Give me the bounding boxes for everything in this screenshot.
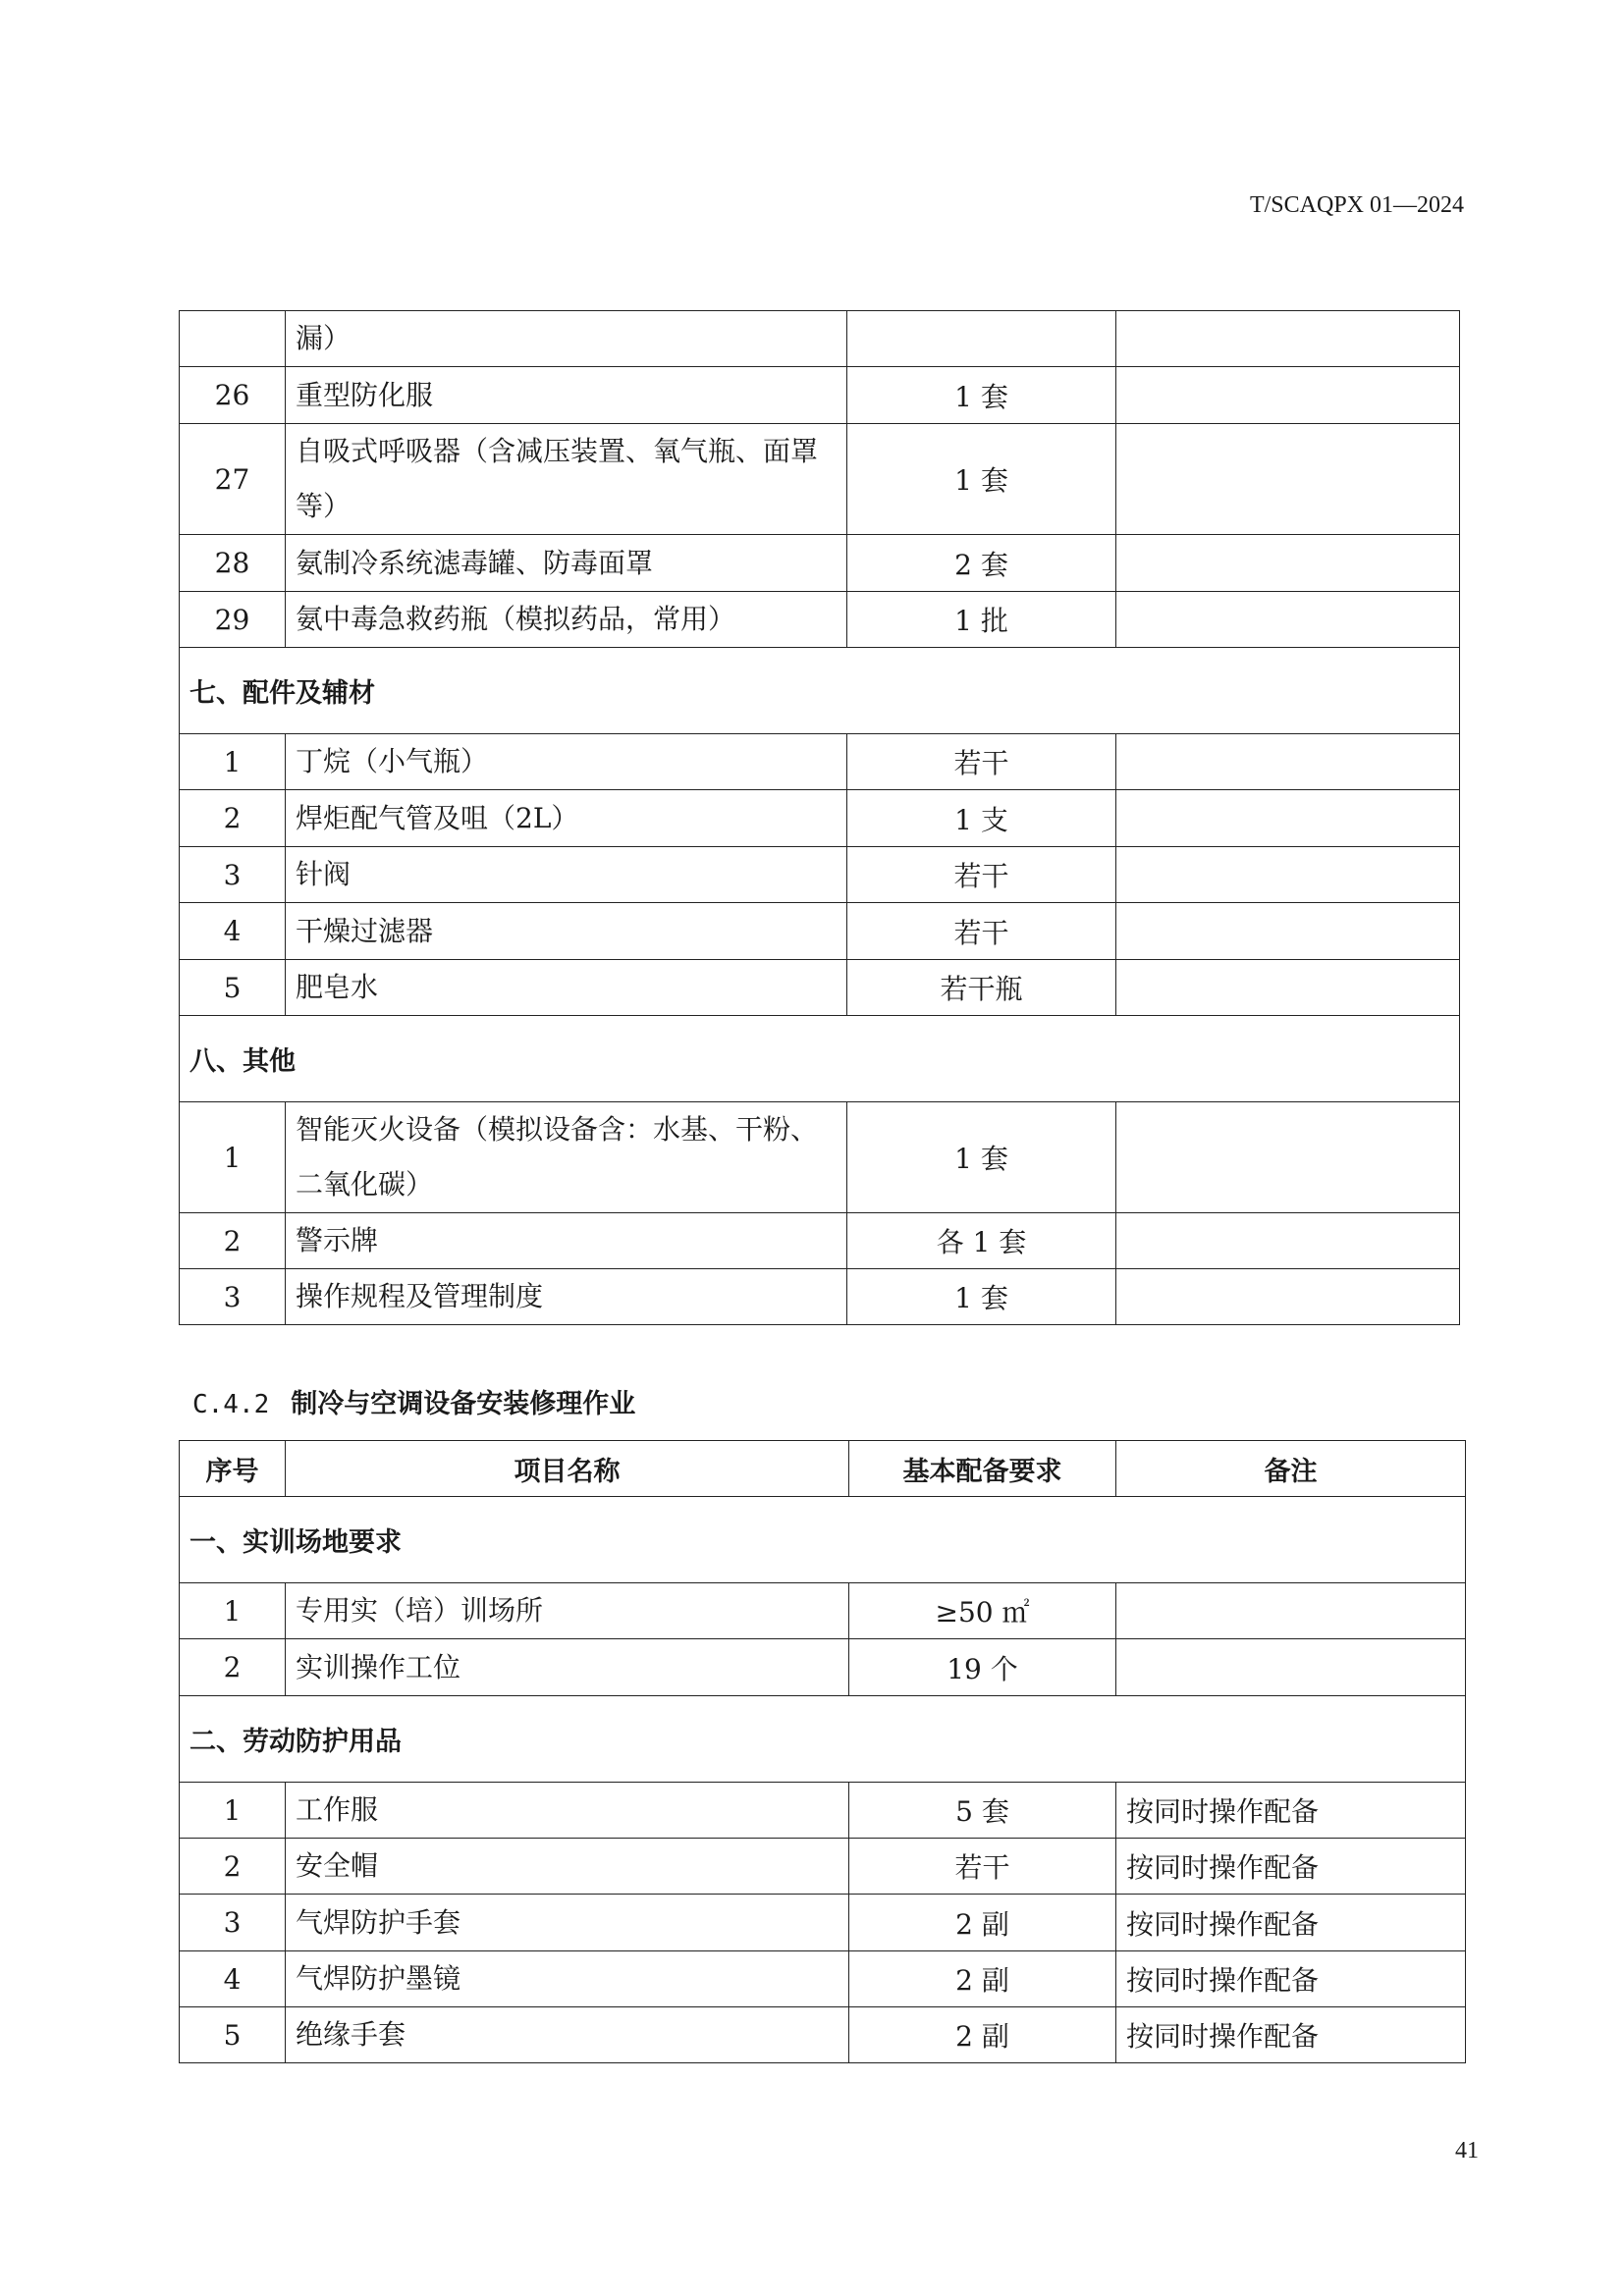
table-row [180, 903, 1460, 960]
section-title: 二、劳动防护用品 [180, 1696, 1466, 1783]
requirement: 2 副 [849, 2007, 1116, 2063]
table-row [180, 311, 1460, 367]
item-name: 实训操作工位 [286, 1639, 849, 1696]
table-row [180, 847, 1460, 903]
item-name: 丁烷（小气瓶） [286, 734, 847, 790]
requirement: 若干 [847, 734, 1116, 790]
item-name: 安全帽 [286, 1839, 849, 1895]
table-row [180, 424, 1460, 535]
note [1116, 734, 1460, 790]
section-row [180, 1497, 1466, 1583]
row-number: 2 [180, 1839, 286, 1895]
requirement: 各 1 套 [847, 1213, 1116, 1269]
note [1116, 1213, 1460, 1269]
item-name: 警示牌 [286, 1213, 847, 1269]
requirement: 1 套 [847, 367, 1116, 424]
item-name: 操作规程及管理制度 [286, 1269, 847, 1325]
item-name: 氨制冷系统滤毒罐、防毒面罩 [286, 535, 847, 592]
subsection-heading [192, 1382, 635, 1420]
table-row [180, 1269, 1460, 1325]
page-number: 41 [1455, 2138, 1479, 2163]
item-name: 气焊防护手套 [286, 1895, 849, 1951]
item-name: 工作服 [286, 1783, 849, 1839]
table-row [180, 2007, 1466, 2063]
table-row [180, 1213, 1460, 1269]
note [1116, 535, 1460, 592]
row-number: 3 [180, 1895, 286, 1951]
requirement: 2 套 [847, 535, 1116, 592]
refrigeration-equipment-table [179, 1440, 1466, 2063]
row-number: 3 [180, 847, 286, 903]
requirement: 19 个 [849, 1639, 1116, 1696]
row-number: 5 [180, 960, 286, 1016]
row-number: 4 [180, 1951, 286, 2007]
note [1116, 311, 1460, 367]
note [1116, 1639, 1466, 1696]
requirement: 1 套 [847, 1102, 1116, 1213]
row-number: 2 [180, 790, 286, 847]
requirement: ≥50 ㎡ [849, 1583, 1116, 1639]
table-row [180, 1783, 1466, 1839]
note [1116, 424, 1460, 535]
table-row [180, 1639, 1466, 1696]
note [1116, 847, 1460, 903]
item-name: 氨中毒急救药瓶（模拟药品，常用） [286, 592, 847, 648]
col-header-requirement: 基本配备要求 [849, 1441, 1116, 1497]
requirement: 5 套 [849, 1783, 1116, 1839]
section-row [180, 1016, 1460, 1102]
item-name: 绝缘手套 [286, 2007, 849, 2063]
note [1116, 903, 1460, 960]
row-number [180, 311, 286, 367]
row-number: 1 [180, 1783, 286, 1839]
table-row [180, 790, 1460, 847]
table-row [180, 1951, 1466, 2007]
equipment-table-continued [179, 310, 1460, 1325]
table-row [180, 1839, 1466, 1895]
note [1116, 1269, 1460, 1325]
requirement: 若干瓶 [847, 960, 1116, 1016]
note: 按同时操作配备 [1116, 1839, 1466, 1895]
section-title: 八、其他 [180, 1016, 1460, 1102]
table-row [180, 592, 1460, 648]
section-title: 一、实训场地要求 [180, 1497, 1466, 1583]
row-number: 5 [180, 2007, 286, 2063]
requirement: 2 副 [849, 1895, 1116, 1951]
requirement: 若干 [847, 903, 1116, 960]
note [1116, 1102, 1460, 1213]
item-name: 漏） [286, 311, 847, 367]
table-header-row [180, 1441, 1466, 1497]
row-number: 29 [180, 592, 286, 648]
row-number: 3 [180, 1269, 286, 1325]
requirement: 2 副 [849, 1951, 1116, 2007]
note: 按同时操作配备 [1116, 1951, 1466, 2007]
section-row [180, 1696, 1466, 1783]
table-row [180, 734, 1460, 790]
col-header-number: 序号 [180, 1441, 286, 1497]
note [1116, 960, 1460, 1016]
requirement: 1 套 [847, 1269, 1116, 1325]
item-name: 专用实（培）训场所 [286, 1583, 849, 1639]
row-number: 1 [180, 734, 286, 790]
item-name: 自吸式呼吸器（含减压装置、氧气瓶、面罩等） [286, 424, 847, 535]
requirement: 1 支 [847, 790, 1116, 847]
col-header-item-name: 项目名称 [286, 1441, 849, 1497]
item-name: 焊炬配气管及咀（2L） [286, 790, 847, 847]
requirement [847, 311, 1116, 367]
row-number: 4 [180, 903, 286, 960]
item-name: 针阀 [286, 847, 847, 903]
row-number: 28 [180, 535, 286, 592]
table-row [180, 1102, 1460, 1213]
note [1116, 367, 1460, 424]
requirement: 若干 [849, 1839, 1116, 1895]
subsection-number: C.4.2 [192, 1390, 270, 1419]
item-name: 肥皂水 [286, 960, 847, 1016]
requirement: 若干 [847, 847, 1116, 903]
row-number: 2 [180, 1213, 286, 1269]
table-row [180, 1895, 1466, 1951]
section-title: 七、配件及辅材 [180, 648, 1460, 734]
col-header-note: 备注 [1116, 1441, 1466, 1497]
table-row [180, 535, 1460, 592]
requirement: 1 批 [847, 592, 1116, 648]
note [1116, 790, 1460, 847]
note [1116, 1583, 1466, 1639]
note [1116, 592, 1460, 648]
row-number: 1 [180, 1102, 286, 1213]
note: 按同时操作配备 [1116, 2007, 1466, 2063]
row-number: 1 [180, 1583, 286, 1639]
item-name: 干燥过滤器 [286, 903, 847, 960]
section-row [180, 648, 1460, 734]
note: 按同时操作配备 [1116, 1895, 1466, 1951]
table-row [180, 367, 1460, 424]
subsection-title: 制冷与空调设备安装修理作业 [291, 1389, 636, 1419]
item-name: 重型防化服 [286, 367, 847, 424]
requirement: 1 套 [847, 424, 1116, 535]
row-number: 26 [180, 367, 286, 424]
table-row [180, 960, 1460, 1016]
item-name: 智能灭火设备（模拟设备含：水基、干粉、二氧化碳） [286, 1102, 847, 1213]
table-row [180, 1583, 1466, 1639]
document-code: T/SCAQPX 01—2024 [1249, 192, 1464, 218]
row-number: 27 [180, 424, 286, 535]
row-number: 2 [180, 1639, 286, 1696]
note: 按同时操作配备 [1116, 1783, 1466, 1839]
item-name: 气焊防护墨镜 [286, 1951, 849, 2007]
